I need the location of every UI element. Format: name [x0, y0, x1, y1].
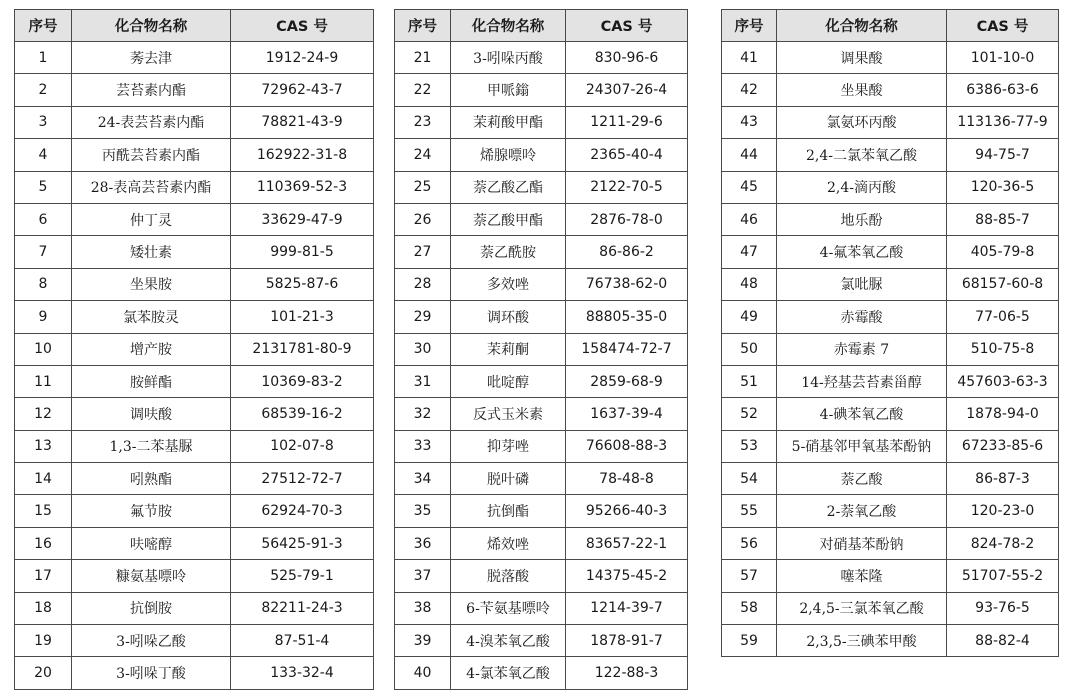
row-number: 8	[15, 268, 72, 300]
header-cas: CAS 号	[566, 10, 688, 42]
row-number: 58	[722, 592, 777, 624]
compound-name: 氯吡脲	[777, 268, 947, 300]
row-number: 20	[15, 657, 72, 689]
table-row	[395, 42, 688, 74]
table-row	[395, 463, 688, 495]
row-number: 39	[395, 625, 451, 657]
header-no: 序号	[722, 10, 777, 42]
table-row	[395, 430, 688, 462]
compound-name: 调环酸	[451, 301, 566, 333]
cas-number: 162922-31-8	[231, 139, 374, 171]
row-number: 57	[722, 560, 777, 592]
compound-name: 调果酸	[777, 42, 947, 74]
table-row	[722, 268, 1059, 300]
row-number: 51	[722, 365, 777, 397]
row-number: 1	[15, 42, 72, 74]
cas-number: 113136-77-9	[947, 106, 1059, 138]
row-number: 53	[722, 430, 777, 462]
compound-name: 吲熟酯	[72, 463, 231, 495]
compound-name: 烯效唑	[451, 527, 566, 559]
row-number: 56	[722, 527, 777, 559]
cas-number: 78-48-8	[566, 463, 688, 495]
compound-name: 脱落酸	[451, 560, 566, 592]
table-row	[15, 560, 374, 592]
compound-name: 2,3,5-三碘苯甲酸	[777, 625, 947, 657]
table-row	[15, 625, 374, 657]
table-row	[15, 430, 374, 462]
cas-number: 68157-60-8	[947, 268, 1059, 300]
cas-number: 14375-45-2	[566, 560, 688, 592]
row-number: 29	[395, 301, 451, 333]
row-number: 14	[15, 463, 72, 495]
compound-name: 氟节胺	[72, 495, 231, 527]
compound-name: 丙酰芸苔素内酯	[72, 139, 231, 171]
row-number: 16	[15, 527, 72, 559]
cas-number: 76738-62-0	[566, 268, 688, 300]
header-cas: CAS 号	[947, 10, 1059, 42]
compound-name: 茉莉酮	[451, 333, 566, 365]
header-name: 化合物名称	[777, 10, 947, 42]
cas-number: 77-06-5	[947, 301, 1059, 333]
compound-name: 4-碘苯氧乙酸	[777, 398, 947, 430]
row-number: 43	[722, 106, 777, 138]
cas-number: 2122-70-5	[566, 171, 688, 203]
compound-name: 抑芽唑	[451, 430, 566, 462]
cas-number: 83657-22-1	[566, 527, 688, 559]
cas-number: 87-51-4	[231, 625, 374, 657]
header-no: 序号	[15, 10, 72, 42]
row-number: 34	[395, 463, 451, 495]
row-number: 11	[15, 365, 72, 397]
table-row	[395, 106, 688, 138]
row-number: 3	[15, 106, 72, 138]
table-row	[722, 139, 1059, 171]
row-number: 48	[722, 268, 777, 300]
compound-name: 对硝基苯酚钠	[777, 527, 947, 559]
cas-number: 82211-24-3	[231, 592, 374, 624]
cas-number: 101-21-3	[231, 301, 374, 333]
cas-number: 6386-63-6	[947, 74, 1059, 106]
compound-name: 抗倒胺	[72, 592, 231, 624]
table-row	[722, 398, 1059, 430]
compound-name: 萘乙酸乙酯	[451, 171, 566, 203]
row-number: 28	[395, 268, 451, 300]
table-row	[15, 106, 374, 138]
table-row	[15, 527, 374, 559]
table-row	[395, 560, 688, 592]
cas-number: 120-23-0	[947, 495, 1059, 527]
table-row	[722, 527, 1059, 559]
header-no: 序号	[395, 10, 451, 42]
compound-name: 调呋酸	[72, 398, 231, 430]
compound-name: 4-氯苯氧乙酸	[451, 657, 566, 689]
cas-number: 93-76-5	[947, 592, 1059, 624]
table-row	[395, 625, 688, 657]
compound-table-3	[721, 9, 1059, 657]
compound-name: 2-萘氧乙酸	[777, 495, 947, 527]
cas-number: 78821-43-9	[231, 106, 374, 138]
cas-number: 88-85-7	[947, 203, 1059, 235]
table-row	[395, 268, 688, 300]
compound-name: 呋嘧醇	[72, 527, 231, 559]
table-row	[15, 236, 374, 268]
compound-name: 地乐酚	[777, 203, 947, 235]
row-number: 55	[722, 495, 777, 527]
table-row	[722, 171, 1059, 203]
cas-number: 999-81-5	[231, 236, 374, 268]
compound-name: 3-吲哚丙酸	[451, 42, 566, 74]
row-number: 15	[15, 495, 72, 527]
row-number: 54	[722, 463, 777, 495]
row-number: 44	[722, 139, 777, 171]
compound-table-2	[394, 9, 688, 690]
cas-number: 510-75-8	[947, 333, 1059, 365]
compound-name: 烯腺嘌呤	[451, 139, 566, 171]
row-number: 35	[395, 495, 451, 527]
compound-name: 增产胺	[72, 333, 231, 365]
compound-name: 矮壮素	[72, 236, 231, 268]
header-cas: CAS 号	[231, 10, 374, 42]
row-number: 24	[395, 139, 451, 171]
table-row	[15, 171, 374, 203]
cas-number: 86-86-2	[566, 236, 688, 268]
table-row	[15, 657, 374, 689]
cas-number: 76608-88-3	[566, 430, 688, 462]
cas-number: 72962-43-7	[231, 74, 374, 106]
cas-number: 133-32-4	[231, 657, 374, 689]
table-row	[722, 625, 1059, 657]
compound-name: 脱叶磷	[451, 463, 566, 495]
row-number: 10	[15, 333, 72, 365]
compound-name: 坐果胺	[72, 268, 231, 300]
cas-number: 405-79-8	[947, 236, 1059, 268]
compound-name: 赤霉酸	[777, 301, 947, 333]
cas-number: 1912-24-9	[231, 42, 374, 74]
compound-name: 噻苯隆	[777, 560, 947, 592]
cas-number: 110369-52-3	[231, 171, 374, 203]
table-row	[395, 301, 688, 333]
row-number: 12	[15, 398, 72, 430]
table-row	[722, 203, 1059, 235]
table-row	[395, 203, 688, 235]
table-row	[722, 42, 1059, 74]
compound-name: 胺鲜酯	[72, 365, 231, 397]
row-number: 32	[395, 398, 451, 430]
compound-name: 2,4-二氯苯氧乙酸	[777, 139, 947, 171]
row-number: 59	[722, 625, 777, 657]
table-row	[15, 365, 374, 397]
compound-name: 反式玉米素	[451, 398, 566, 430]
table-row	[395, 495, 688, 527]
cas-number: 2859-68-9	[566, 365, 688, 397]
cas-number: 158474-72-7	[566, 333, 688, 365]
row-number: 2	[15, 74, 72, 106]
table-row	[395, 657, 688, 689]
cas-number: 1637-39-4	[566, 398, 688, 430]
row-number: 37	[395, 560, 451, 592]
cas-number: 525-79-1	[231, 560, 374, 592]
row-number: 52	[722, 398, 777, 430]
table-row	[722, 74, 1059, 106]
row-number: 42	[722, 74, 777, 106]
compound-name: 2,4,5-三氯苯氧乙酸	[777, 592, 947, 624]
row-number: 17	[15, 560, 72, 592]
cas-number: 2131781-80-9	[231, 333, 374, 365]
cas-number: 10369-83-2	[231, 365, 374, 397]
row-number: 41	[722, 42, 777, 74]
table-row	[395, 527, 688, 559]
row-number: 25	[395, 171, 451, 203]
table-row	[15, 592, 374, 624]
compound-name: 芸苔素内酯	[72, 74, 231, 106]
cas-number: 824-78-2	[947, 527, 1059, 559]
row-number: 23	[395, 106, 451, 138]
table-row	[15, 495, 374, 527]
row-number: 7	[15, 236, 72, 268]
compound-name: 4-溴苯氧乙酸	[451, 625, 566, 657]
compound-name: 5-硝基邻甲氧基苯酚钠	[777, 430, 947, 462]
row-number: 6	[15, 203, 72, 235]
compound-table-1	[14, 9, 374, 690]
cas-number: 101-10-0	[947, 42, 1059, 74]
cas-number: 27512-72-7	[231, 463, 374, 495]
compound-name: 甲哌鎓	[451, 74, 566, 106]
table-row	[395, 236, 688, 268]
table-row	[722, 463, 1059, 495]
header-name: 化合物名称	[451, 10, 566, 42]
table-row	[722, 560, 1059, 592]
row-number: 36	[395, 527, 451, 559]
row-number: 9	[15, 301, 72, 333]
compound-name: 1,3-二苯基脲	[72, 430, 231, 462]
row-number: 22	[395, 74, 451, 106]
compound-name: 糠氨基嘌呤	[72, 560, 231, 592]
table-row	[722, 301, 1059, 333]
table-row	[722, 106, 1059, 138]
header-row	[15, 10, 374, 42]
compound-name: 氯苯胺灵	[72, 301, 231, 333]
row-number: 18	[15, 592, 72, 624]
table-row	[15, 74, 374, 106]
compound-name: 14-羟基芸苔素甾醇	[777, 365, 947, 397]
row-number: 13	[15, 430, 72, 462]
row-number: 40	[395, 657, 451, 689]
compound-name: 4-氟苯氧乙酸	[777, 236, 947, 268]
cas-number: 33629-47-9	[231, 203, 374, 235]
compound-name: 萘乙酸	[777, 463, 947, 495]
row-number: 31	[395, 365, 451, 397]
table-row	[395, 365, 688, 397]
table-row	[15, 398, 374, 430]
compound-name: 6-苄氨基嘌呤	[451, 592, 566, 624]
cas-number: 94-75-7	[947, 139, 1059, 171]
row-number: 21	[395, 42, 451, 74]
compound-name: 3-吲哚乙酸	[72, 625, 231, 657]
header-name: 化合物名称	[72, 10, 231, 42]
compound-name: 莠去津	[72, 42, 231, 74]
table-row	[722, 365, 1059, 397]
table-row	[395, 592, 688, 624]
cas-number: 68539-16-2	[231, 398, 374, 430]
compound-name: 抗倒酯	[451, 495, 566, 527]
table-row	[395, 171, 688, 203]
compound-name: 茉莉酸甲酯	[451, 106, 566, 138]
table-row	[395, 333, 688, 365]
table-row	[395, 139, 688, 171]
cas-number: 120-36-5	[947, 171, 1059, 203]
cas-number: 24307-26-4	[566, 74, 688, 106]
table-row	[15, 463, 374, 495]
table-row	[15, 268, 374, 300]
cas-number: 1214-39-7	[566, 592, 688, 624]
cas-number: 2365-40-4	[566, 139, 688, 171]
table-row	[395, 398, 688, 430]
compound-name: 24-表芸苔素内酯	[72, 106, 231, 138]
row-number: 49	[722, 301, 777, 333]
table-row	[15, 301, 374, 333]
row-number: 47	[722, 236, 777, 268]
compound-name: 3-吲哚丁酸	[72, 657, 231, 689]
cas-number: 88-82-4	[947, 625, 1059, 657]
cas-number: 1878-91-7	[566, 625, 688, 657]
cas-number: 122-88-3	[566, 657, 688, 689]
row-number: 33	[395, 430, 451, 462]
cas-number: 1211-29-6	[566, 106, 688, 138]
table-row	[722, 333, 1059, 365]
cas-number: 5825-87-6	[231, 268, 374, 300]
cas-number: 457603-63-3	[947, 365, 1059, 397]
cas-number: 2876-78-0	[566, 203, 688, 235]
compound-name: 氯氨环丙酸	[777, 106, 947, 138]
compound-name: 萘乙酸甲酯	[451, 203, 566, 235]
table-row	[722, 495, 1059, 527]
cas-number: 62924-70-3	[231, 495, 374, 527]
compound-name: 坐果酸	[777, 74, 947, 106]
cas-number: 830-96-6	[566, 42, 688, 74]
row-number: 19	[15, 625, 72, 657]
compound-name: 28-表高芸苔素内酯	[72, 171, 231, 203]
table-row	[15, 42, 374, 74]
table-row	[722, 430, 1059, 462]
header-row	[395, 10, 688, 42]
row-number: 50	[722, 333, 777, 365]
table-row	[15, 333, 374, 365]
cas-number: 51707-55-2	[947, 560, 1059, 592]
row-number: 45	[722, 171, 777, 203]
compound-name: 赤霉素 7	[777, 333, 947, 365]
row-number: 38	[395, 592, 451, 624]
row-number: 27	[395, 236, 451, 268]
cas-number: 95266-40-3	[566, 495, 688, 527]
row-number: 5	[15, 171, 72, 203]
cas-number: 102-07-8	[231, 430, 374, 462]
table-row	[722, 592, 1059, 624]
cas-number: 67233-85-6	[947, 430, 1059, 462]
table-row	[395, 74, 688, 106]
row-number: 26	[395, 203, 451, 235]
compound-name: 萘乙酰胺	[451, 236, 566, 268]
cas-number: 1878-94-0	[947, 398, 1059, 430]
row-number: 46	[722, 203, 777, 235]
table-row	[15, 203, 374, 235]
cas-number: 86-87-3	[947, 463, 1059, 495]
compound-name: 多效唑	[451, 268, 566, 300]
cas-number: 88805-35-0	[566, 301, 688, 333]
header-row	[722, 10, 1059, 42]
compound-name: 仲丁灵	[72, 203, 231, 235]
table-row	[15, 139, 374, 171]
cas-number: 56425-91-3	[231, 527, 374, 559]
row-number: 4	[15, 139, 72, 171]
compound-name: 2,4-滴丙酸	[777, 171, 947, 203]
compound-name: 吡啶醇	[451, 365, 566, 397]
table-row	[722, 236, 1059, 268]
row-number: 30	[395, 333, 451, 365]
